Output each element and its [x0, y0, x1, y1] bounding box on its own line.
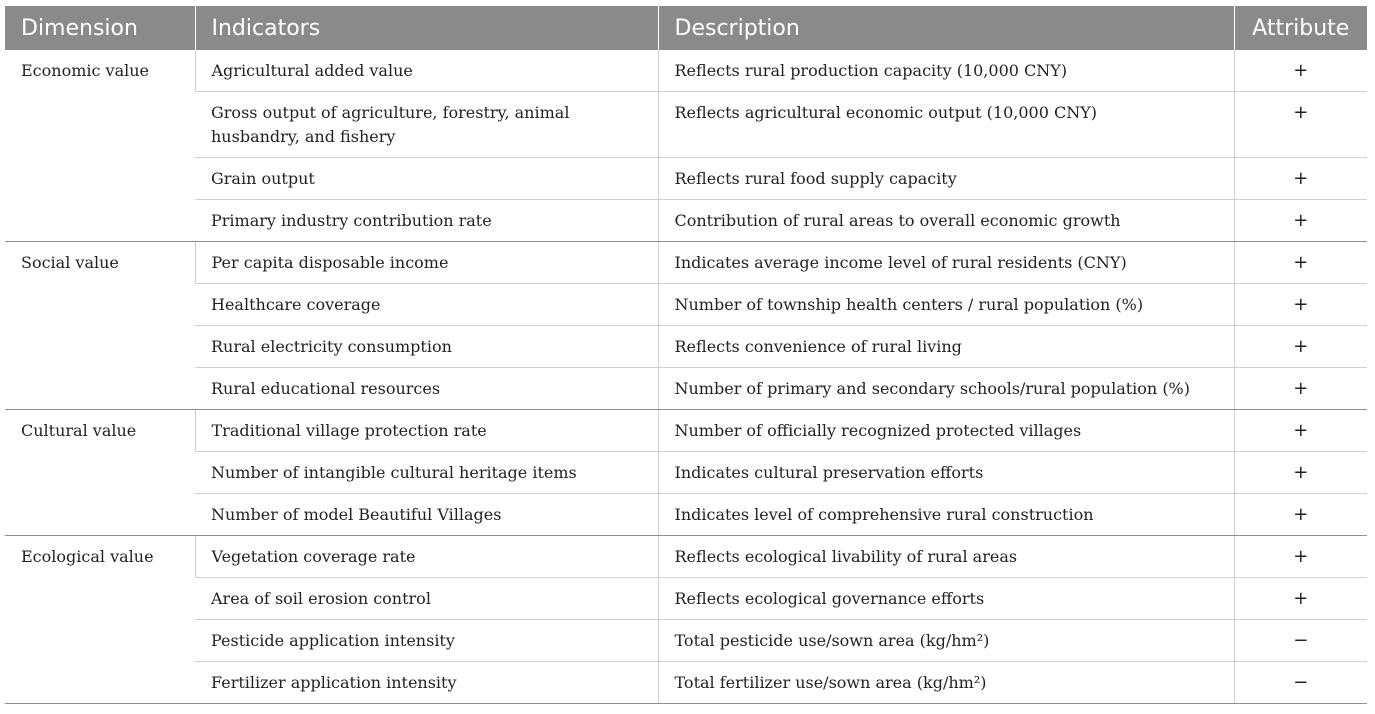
- attribute-cell: +: [1234, 284, 1367, 326]
- indicator-cell: Area of soil erosion control: [195, 578, 658, 620]
- attribute-cell: +: [1234, 326, 1367, 368]
- indicator-cell: Pesticide application intensity: [195, 620, 658, 662]
- attribute-cell: −: [1234, 662, 1367, 704]
- attribute-cell: +: [1234, 92, 1367, 158]
- attribute-cell: +: [1234, 50, 1367, 92]
- description-cell: Number of township health centers / rural population (%): [658, 284, 1234, 326]
- indicator-cell: Grain output: [195, 158, 658, 200]
- table-row: [5, 92, 1367, 158]
- header-row: [5, 6, 1367, 50]
- table-row: [5, 494, 1367, 536]
- table-row: [5, 284, 1367, 326]
- description-cell: Reflects rural food supply capacity: [658, 158, 1234, 200]
- attribute-cell: +: [1234, 578, 1367, 620]
- description-cell: Indicates level of comprehensive rural construction: [658, 494, 1234, 536]
- indicator-cell: Traditional village protection rate: [195, 410, 658, 452]
- indicator-cell: Vegetation coverage rate: [195, 536, 658, 578]
- description-cell: Number of primary and secondary schools/rural population (%): [658, 368, 1234, 410]
- indicator-table: [5, 6, 1367, 704]
- indicator-cell: Per capita disposable income: [195, 242, 658, 284]
- table-row: [5, 242, 1367, 284]
- table-header: [5, 6, 1367, 50]
- dimension-cell: Cultural value: [5, 410, 195, 536]
- dimension-cell: Social value: [5, 242, 195, 410]
- description-cell: Contribution of rural areas to overall economic growth: [658, 200, 1234, 242]
- description-cell: Indicates cultural preservation efforts: [658, 452, 1234, 494]
- table-row: [5, 50, 1367, 92]
- header-indicators: Indicators: [195, 6, 658, 50]
- description-cell: Reflects agricultural economic output (10,000 CNY): [658, 92, 1234, 158]
- table-body: [5, 50, 1367, 704]
- attribute-cell: +: [1234, 368, 1367, 410]
- header-dimension: Dimension: [5, 6, 195, 50]
- table-row: [5, 452, 1367, 494]
- description-cell: Reflects ecological governance efforts: [658, 578, 1234, 620]
- indicator-cell: Rural educational resources: [195, 368, 658, 410]
- table-row: [5, 158, 1367, 200]
- description-cell: Total fertilizer use/sown area (kg/hm²): [658, 662, 1234, 704]
- attribute-cell: +: [1234, 158, 1367, 200]
- description-cell: Total pesticide use/sown area (kg/hm²): [658, 620, 1234, 662]
- attribute-cell: +: [1234, 200, 1367, 242]
- table-row: [5, 536, 1367, 578]
- description-cell: Indicates average income level of rural residents (CNY): [658, 242, 1234, 284]
- attribute-cell: +: [1234, 536, 1367, 578]
- table-row: [5, 368, 1367, 410]
- attribute-cell: +: [1234, 452, 1367, 494]
- indicator-cell: Number of model Beautiful Villages: [195, 494, 658, 536]
- attribute-cell: +: [1234, 494, 1367, 536]
- table-row: [5, 620, 1367, 662]
- description-cell: Reflects rural production capacity (10,000 CNY): [658, 50, 1234, 92]
- description-cell: Reflects ecological livability of rural areas: [658, 536, 1234, 578]
- header-attribute: Attribute: [1234, 6, 1367, 50]
- indicator-cell: Number of intangible cultural heritage items: [195, 452, 658, 494]
- indicator-cell: Agricultural added value: [195, 50, 658, 92]
- table-row: [5, 662, 1367, 704]
- table-row: [5, 578, 1367, 620]
- dimension-cell: Ecological value: [5, 536, 195, 704]
- attribute-cell: +: [1234, 242, 1367, 284]
- indicator-cell: Healthcare coverage: [195, 284, 658, 326]
- table-row: [5, 410, 1367, 452]
- table-row: [5, 200, 1367, 242]
- attribute-cell: +: [1234, 410, 1367, 452]
- indicator-cell: Primary industry contribution rate: [195, 200, 658, 242]
- table-row: [5, 326, 1367, 368]
- header-description: Description: [658, 6, 1234, 50]
- dimension-cell: Economic value: [5, 50, 195, 242]
- indicator-cell: Gross output of agriculture, forestry, animal husbandry, and fishery: [195, 92, 658, 158]
- indicator-cell: Fertilizer application intensity: [195, 662, 658, 704]
- indicator-cell: Rural electricity consumption: [195, 326, 658, 368]
- attribute-cell: −: [1234, 620, 1367, 662]
- description-cell: Number of officially recognized protected villages: [658, 410, 1234, 452]
- description-cell: Reflects convenience of rural living: [658, 326, 1234, 368]
